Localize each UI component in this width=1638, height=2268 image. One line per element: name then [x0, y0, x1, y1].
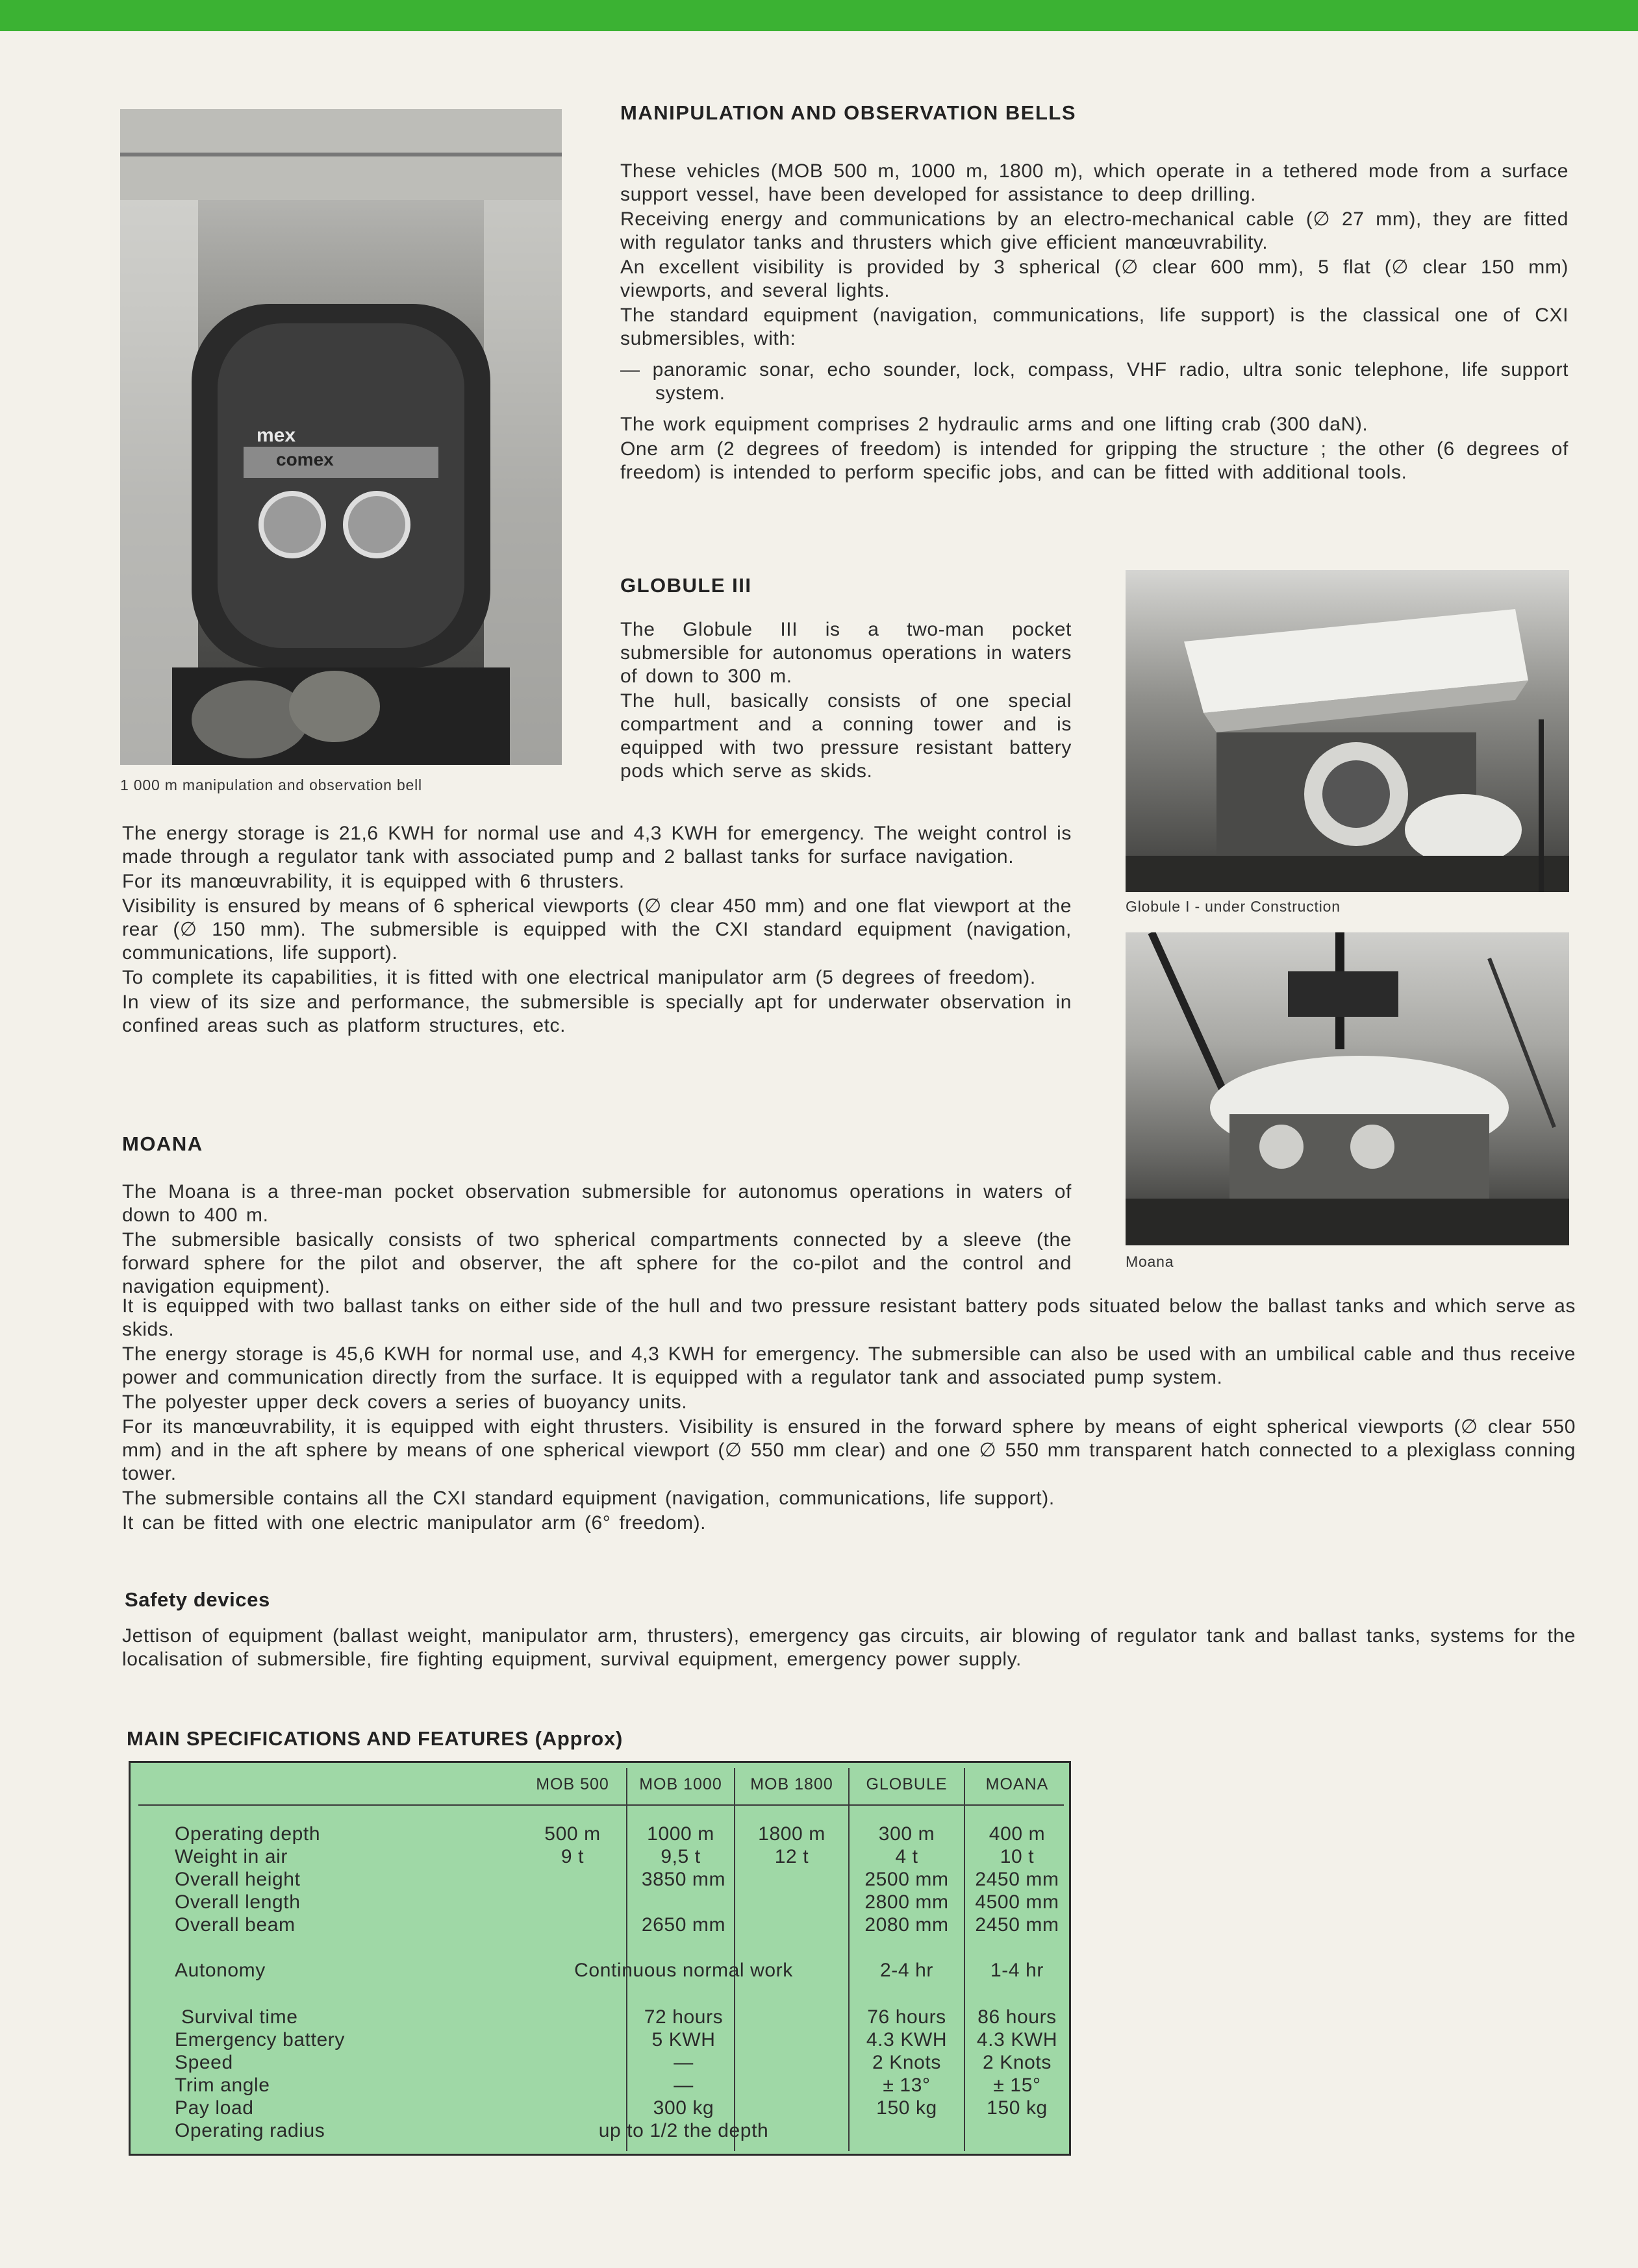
- cell-mob500-weight: 9 t: [561, 1846, 585, 1867]
- mob-heading: MANIPULATION AND OBSERVATION BELLS: [620, 101, 1076, 124]
- cell-globule-payload: 150 kg: [876, 2097, 937, 2119]
- row-label: Operating radius: [175, 2120, 325, 2141]
- col-header-mob1800: MOB 1800: [750, 1775, 833, 1793]
- cell-globule-speed: 2 Knots: [872, 2052, 941, 2073]
- cell-mob1000-depth: 1000 m: [647, 1823, 714, 1845]
- cell-mob-height: 3850 mm: [641, 1869, 726, 1890]
- cell-mob1000-weight: 9,5 t: [661, 1846, 701, 1867]
- row-label: Trim angle: [175, 2075, 270, 2096]
- mob-paragraph: Receiving energy and communications by an electro-mechanical cable (∅ 27 mm), they are fitted with regulator tanks and thrusters which give efficient manœuvrability.: [620, 208, 1569, 253]
- row-label: Weight in air: [175, 1846, 288, 1867]
- globule-paragraph: For its manœuvrability, it is equipped with 6 thrusters.: [122, 871, 625, 892]
- globule-paragraph: The Globule III is a two-man pocket submersible for autonomus operations in waters of down to 300 m.: [620, 619, 1072, 687]
- safety-paragraph: Jettison of equipment (ballast weight, manipulator arm, thrusters), emergency gas circuits, air blowing of regulator tank and ballast tanks, systems for the localisation of submersible, fire fighting equipment, survival equipment, emergency power supply.: [122, 1625, 1576, 1670]
- cell-moana-depth: 400 m: [989, 1823, 1046, 1845]
- moana-paragraph: It is equipped with two ballast tanks on either side of the hull and two pressure resistant battery pods situated below the ballast tanks and which serve as skids.: [122, 1295, 1576, 1340]
- cell-moana-payload: 150 kg: [987, 2097, 1048, 2119]
- cell-moana-battery: 4.3 KWH: [976, 2029, 1058, 2050]
- cell-mob-survival: 72 hours: [644, 2006, 724, 2028]
- cell-moana-height: 2450 mm: [975, 1869, 1059, 1890]
- moana-photo: [1126, 932, 1569, 1245]
- globule-paragraph: The hull, basically consists of one special compartment and a conning tower and is equipped with two pressure resistant battery pods which serve as skids.: [620, 690, 1072, 782]
- cell-mob1800-depth: 1800 m: [758, 1823, 825, 1845]
- globule-photo: [1126, 570, 1569, 892]
- mob-text: [620, 160, 1569, 486]
- globule-paragraph: To complete its capabilities, it is fitted with one electrical manipulator arm (5 degrees of freedom).: [122, 967, 1036, 988]
- moana-text-narrow: [122, 1180, 1072, 1300]
- cell-mob1800-weight: 12 t: [774, 1846, 809, 1867]
- row-label: Overall height: [175, 1869, 301, 1890]
- green-header-bar: [0, 0, 1638, 31]
- mob-list-item: — panoramic sonar, echo sounder, lock, compass, VHF radio, ultra sonic telephone, life support system.: [620, 359, 1569, 404]
- moana-paragraph: The polyester upper deck covers a series of buoyancy units.: [122, 1391, 688, 1413]
- col-header-mob1000: MOB 1000: [639, 1775, 722, 1793]
- cell-moana-trim: ± 15°: [993, 2075, 1041, 2096]
- cell-globule-autonomy: 2-4 hr: [880, 1960, 933, 1981]
- cell-mob500-depth: 500 m: [544, 1823, 601, 1845]
- bell-caption: 1 000 m manipulation and observation bell: [120, 777, 422, 793]
- row-label: Overall length: [175, 1891, 301, 1913]
- moana-heading: MOANA: [122, 1132, 203, 1155]
- cell-globule-depth: 300 m: [878, 1823, 935, 1845]
- cell-globule-weight: 4 t: [895, 1846, 918, 1867]
- cell-globule-trim: ± 13°: [883, 2075, 931, 2096]
- cell-globule-height: 2500 mm: [864, 1869, 949, 1890]
- row-label: Speed: [175, 2052, 233, 2073]
- bell-photo: [120, 109, 562, 765]
- mob-paragraph: These vehicles (MOB 500 m, 1000 m, 1800 m), which operate in a tethered mode from a surface support vessel, have been developed for assistance to deep drilling.: [620, 160, 1569, 205]
- cell-globule-beam: 2080 mm: [864, 1914, 949, 1936]
- bell-logo-comex: comex: [276, 449, 334, 469]
- moana-paragraph: The submersible basically consists of two spherical compartments connected by a sleeve (the forward sphere for the pilot and observer, the aft sphere for the co-pilot and the control and navigation equipment).: [122, 1229, 1072, 1297]
- moana-paragraph: The submersible contains all the CXI standard equipment (navigation, communications, life support).: [122, 1488, 1055, 1509]
- cell-globule-length: 2800 mm: [864, 1891, 949, 1913]
- cell-mob-beam: 2650 mm: [641, 1914, 726, 1936]
- row-label: Pay load: [175, 2097, 254, 2119]
- mob-paragraph: An excellent visibility is provided by 3 spherical (∅ clear 600 mm), 5 flat (∅ clear 150 mm) viewports, and several lights.: [620, 256, 1569, 301]
- cell-moana-autonomy: 1-4 hr: [990, 1960, 1044, 1981]
- cell-moana-survival: 86 hours: [977, 2006, 1057, 2028]
- row-label: Emergency battery: [175, 2029, 345, 2050]
- mob-paragraph: One arm (2 degrees of freedom) is intended for gripping the structure ; the other (6 degrees of freedom) is intended to perform specific jobs, and can be fitted with additional tools.: [620, 438, 1569, 483]
- globule-paragraph: Visibility is ensured by means of 6 spherical viewports (∅ clear 450 mm) and one flat viewport at the rear (∅ 150 mm). The submersible is equipped with the CXI standard equipment (navigation, communications, life support).: [122, 895, 1072, 964]
- globule-heading: GLOBULE III: [620, 574, 752, 597]
- cell-mob-radius: up to 1/2 the depth: [598, 2120, 769, 2141]
- moana-text-wide: [122, 1295, 1576, 1536]
- cell-moana-weight: 10 t: [1000, 1846, 1035, 1867]
- col-header-moana: MOANA: [985, 1775, 1049, 1793]
- cell-moana-beam: 2450 mm: [975, 1914, 1059, 1936]
- cell-globule-battery: 4.3 KWH: [866, 2029, 948, 2050]
- row-label: Operating depth: [175, 1823, 321, 1845]
- globule-text: [122, 822, 1072, 1039]
- cell-mob-trim: —: [674, 2075, 694, 2096]
- col-header-globule: GLOBULE: [866, 1775, 948, 1793]
- bell-logo-mex: mex: [257, 425, 296, 446]
- safety-text: [122, 1625, 1576, 1673]
- moana-paragraph: The Moana is a three-man pocket observation submersible for autonomus operations in waters of down to 400 m.: [122, 1181, 1072, 1226]
- moana-paragraph: The energy storage is 45,6 KWH for normal use, and 4,3 KWH for emergency. The submersible can also be used with an umbilical cable and thus receive power and communication directly from the surface. It is equipped with a regulator tank and associated pump system.: [122, 1343, 1576, 1388]
- cell-moana-speed: 2 Knots: [983, 2052, 1052, 2073]
- row-label: Overall beam: [175, 1914, 296, 1936]
- globule-paragraph: In view of its size and performance, the submersible is specially apt for underwater observation in confined areas such as platform structures, etc.: [122, 991, 1072, 1036]
- row-label: Autonomy: [175, 1960, 266, 1981]
- cell-mob-battery: 5 KWH: [651, 2029, 716, 2050]
- header-rule: [138, 1804, 1064, 1806]
- mob-paragraph: The work equipment comprises 2 hydraulic arms and one lifting crab (300 daN).: [620, 414, 1368, 435]
- spec-table: [129, 1761, 1071, 2156]
- globule-paragraph: The energy storage is 21,6 KWH for normal use and 4,3 KWH for emergency. The weight control is made through a regulator tank with associated pump and 2 ballast tanks for surface navigation.: [122, 823, 1072, 867]
- spec-title: MAIN SPECIFICATIONS AND FEATURES (Approx): [127, 1727, 624, 1750]
- cell-globule-survival: 76 hours: [867, 2006, 946, 2028]
- mob-paragraph: The standard equipment (navigation, communications, life support) is the classical one of CXI submersibles, with:: [620, 305, 1569, 349]
- moana-paragraph: It can be fitted with one electric manipulator arm (6° freedom).: [122, 1512, 707, 1534]
- safety-heading: Safety devices: [125, 1588, 270, 1611]
- globule-caption: Globule I - under Construction: [1126, 898, 1341, 915]
- cell-mob-speed: —: [674, 2052, 694, 2073]
- globule-intro: [620, 618, 1072, 784]
- moana-paragraph: For its manœuvrability, it is equipped with eight thrusters. Visibility is ensured in the forward sphere by means of eight spherical viewports (∅ clear 550 mm) and in the aft sphere by means of one spherical viewport (∅ 550 mm clear) and one ∅ 550 mm transparent hatch connected to a plexiglass conning tower.: [122, 1416, 1576, 1484]
- cell-moana-length: 4500 mm: [975, 1891, 1059, 1913]
- moana-caption: Moana: [1126, 1253, 1174, 1270]
- cell-mob-autonomy: Continuous normal work: [574, 1960, 793, 1981]
- col-header-mob500: MOB 500: [536, 1775, 609, 1793]
- row-label: Survival time: [181, 2006, 298, 2028]
- cell-mob-payload: 300 kg: [653, 2097, 714, 2119]
